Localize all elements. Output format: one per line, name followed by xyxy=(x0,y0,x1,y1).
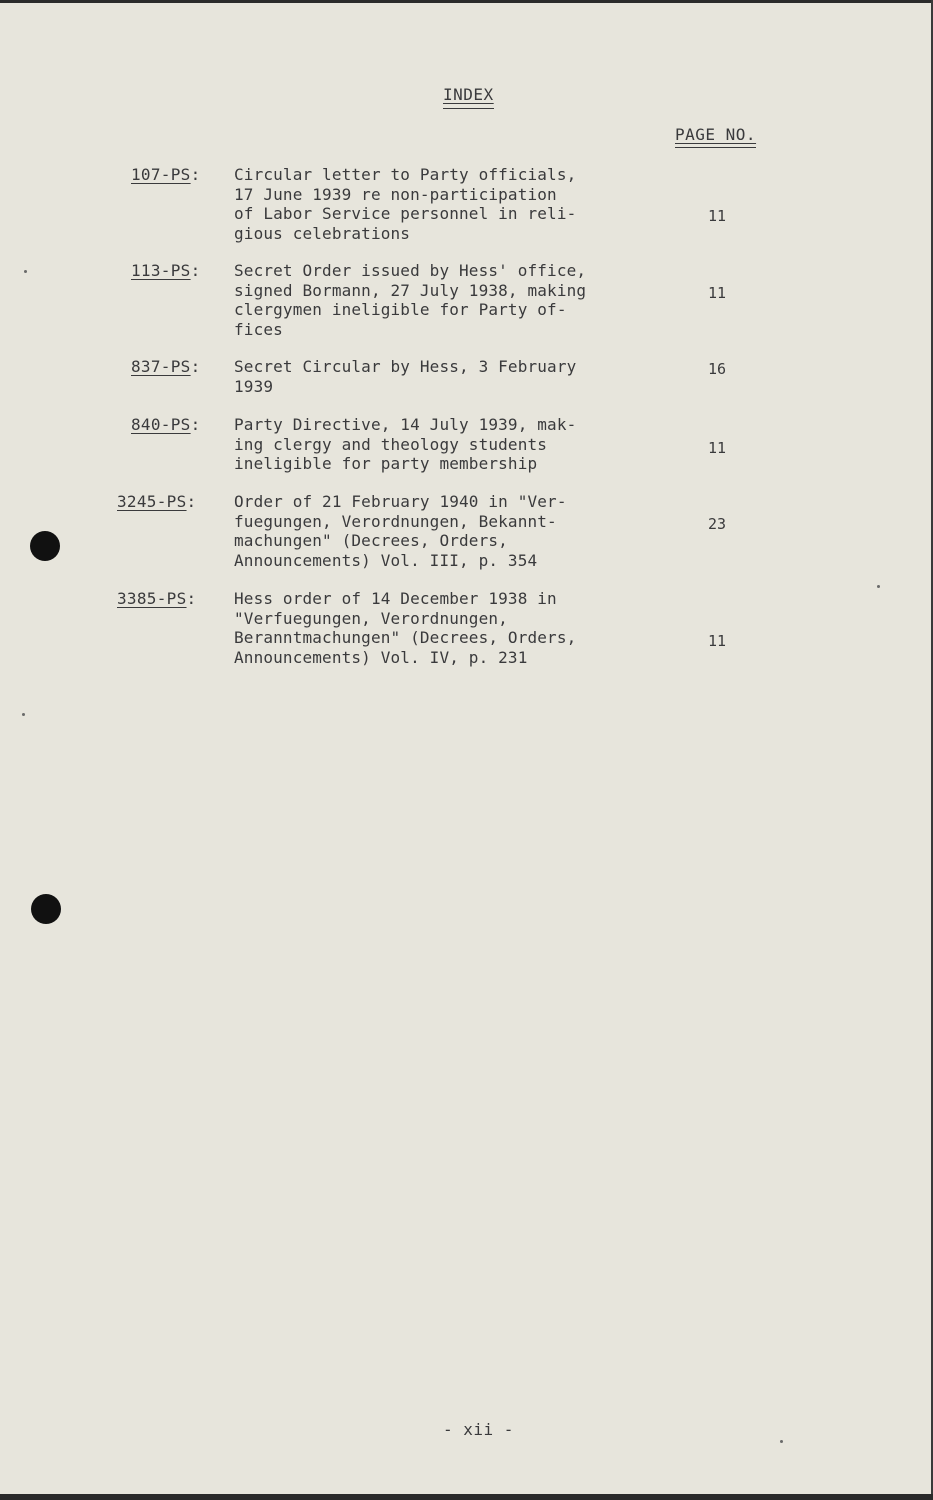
entry-page-number: 11 xyxy=(708,632,727,650)
entry-page-number: 16 xyxy=(708,360,727,378)
document-id: 3245-PS: xyxy=(117,492,197,511)
entry-description: Hess order of 14 December 1938 in "Verfuegungen, Verordnungen, Beranntmachungen" (Decrees, Orders, Announcements) Vol. IV, p. 231 xyxy=(234,589,577,667)
document-id: 107-PS: xyxy=(131,165,201,184)
punch-hole-top xyxy=(30,531,60,561)
document-id: 3385-PS: xyxy=(117,589,197,608)
paper-speck xyxy=(24,270,27,273)
entry-page-number: 11 xyxy=(708,439,727,457)
page-footer-number: - xii - xyxy=(443,1420,514,1439)
document-id: 113-PS: xyxy=(131,261,201,280)
paper-speck xyxy=(780,1440,783,1443)
page-top-edge xyxy=(0,0,933,3)
index-title: INDEX xyxy=(443,85,494,104)
document-id: 837-PS: xyxy=(131,357,201,376)
entry-description: Secret Order issued by Hess' office, signed Bormann, 27 July 1938, making clergymen ineligible for Party of- fices xyxy=(234,261,587,339)
document-id: 840-PS: xyxy=(131,415,201,434)
entry-page-number: 11 xyxy=(708,207,727,225)
entry-page-number: 23 xyxy=(708,515,727,533)
entry-page-number: 11 xyxy=(708,284,727,302)
paper-speck xyxy=(22,713,25,716)
entry-description: Circular letter to Party officials, 17 June 1939 re non-participation of Labor Service personnel in reli- gious celebrations xyxy=(234,165,577,243)
page-bottom-edge xyxy=(0,1494,933,1500)
entry-description: Secret Circular by Hess, 3 February 1939 xyxy=(234,357,577,396)
entry-description: Order of 21 February 1940 in "Ver- fuegungen, Verordnungen, Bekannt- machungen" (Decrees, Orders, Announcements) Vol. III, p. 354 xyxy=(234,492,567,570)
page-number-column-header: PAGE NO. xyxy=(675,125,757,144)
paper-speck xyxy=(877,585,880,588)
punch-hole-bottom xyxy=(31,894,61,924)
entry-description: Party Directive, 14 July 1939, mak- ing clergy and theology students ineligible for party membership xyxy=(234,415,577,473)
